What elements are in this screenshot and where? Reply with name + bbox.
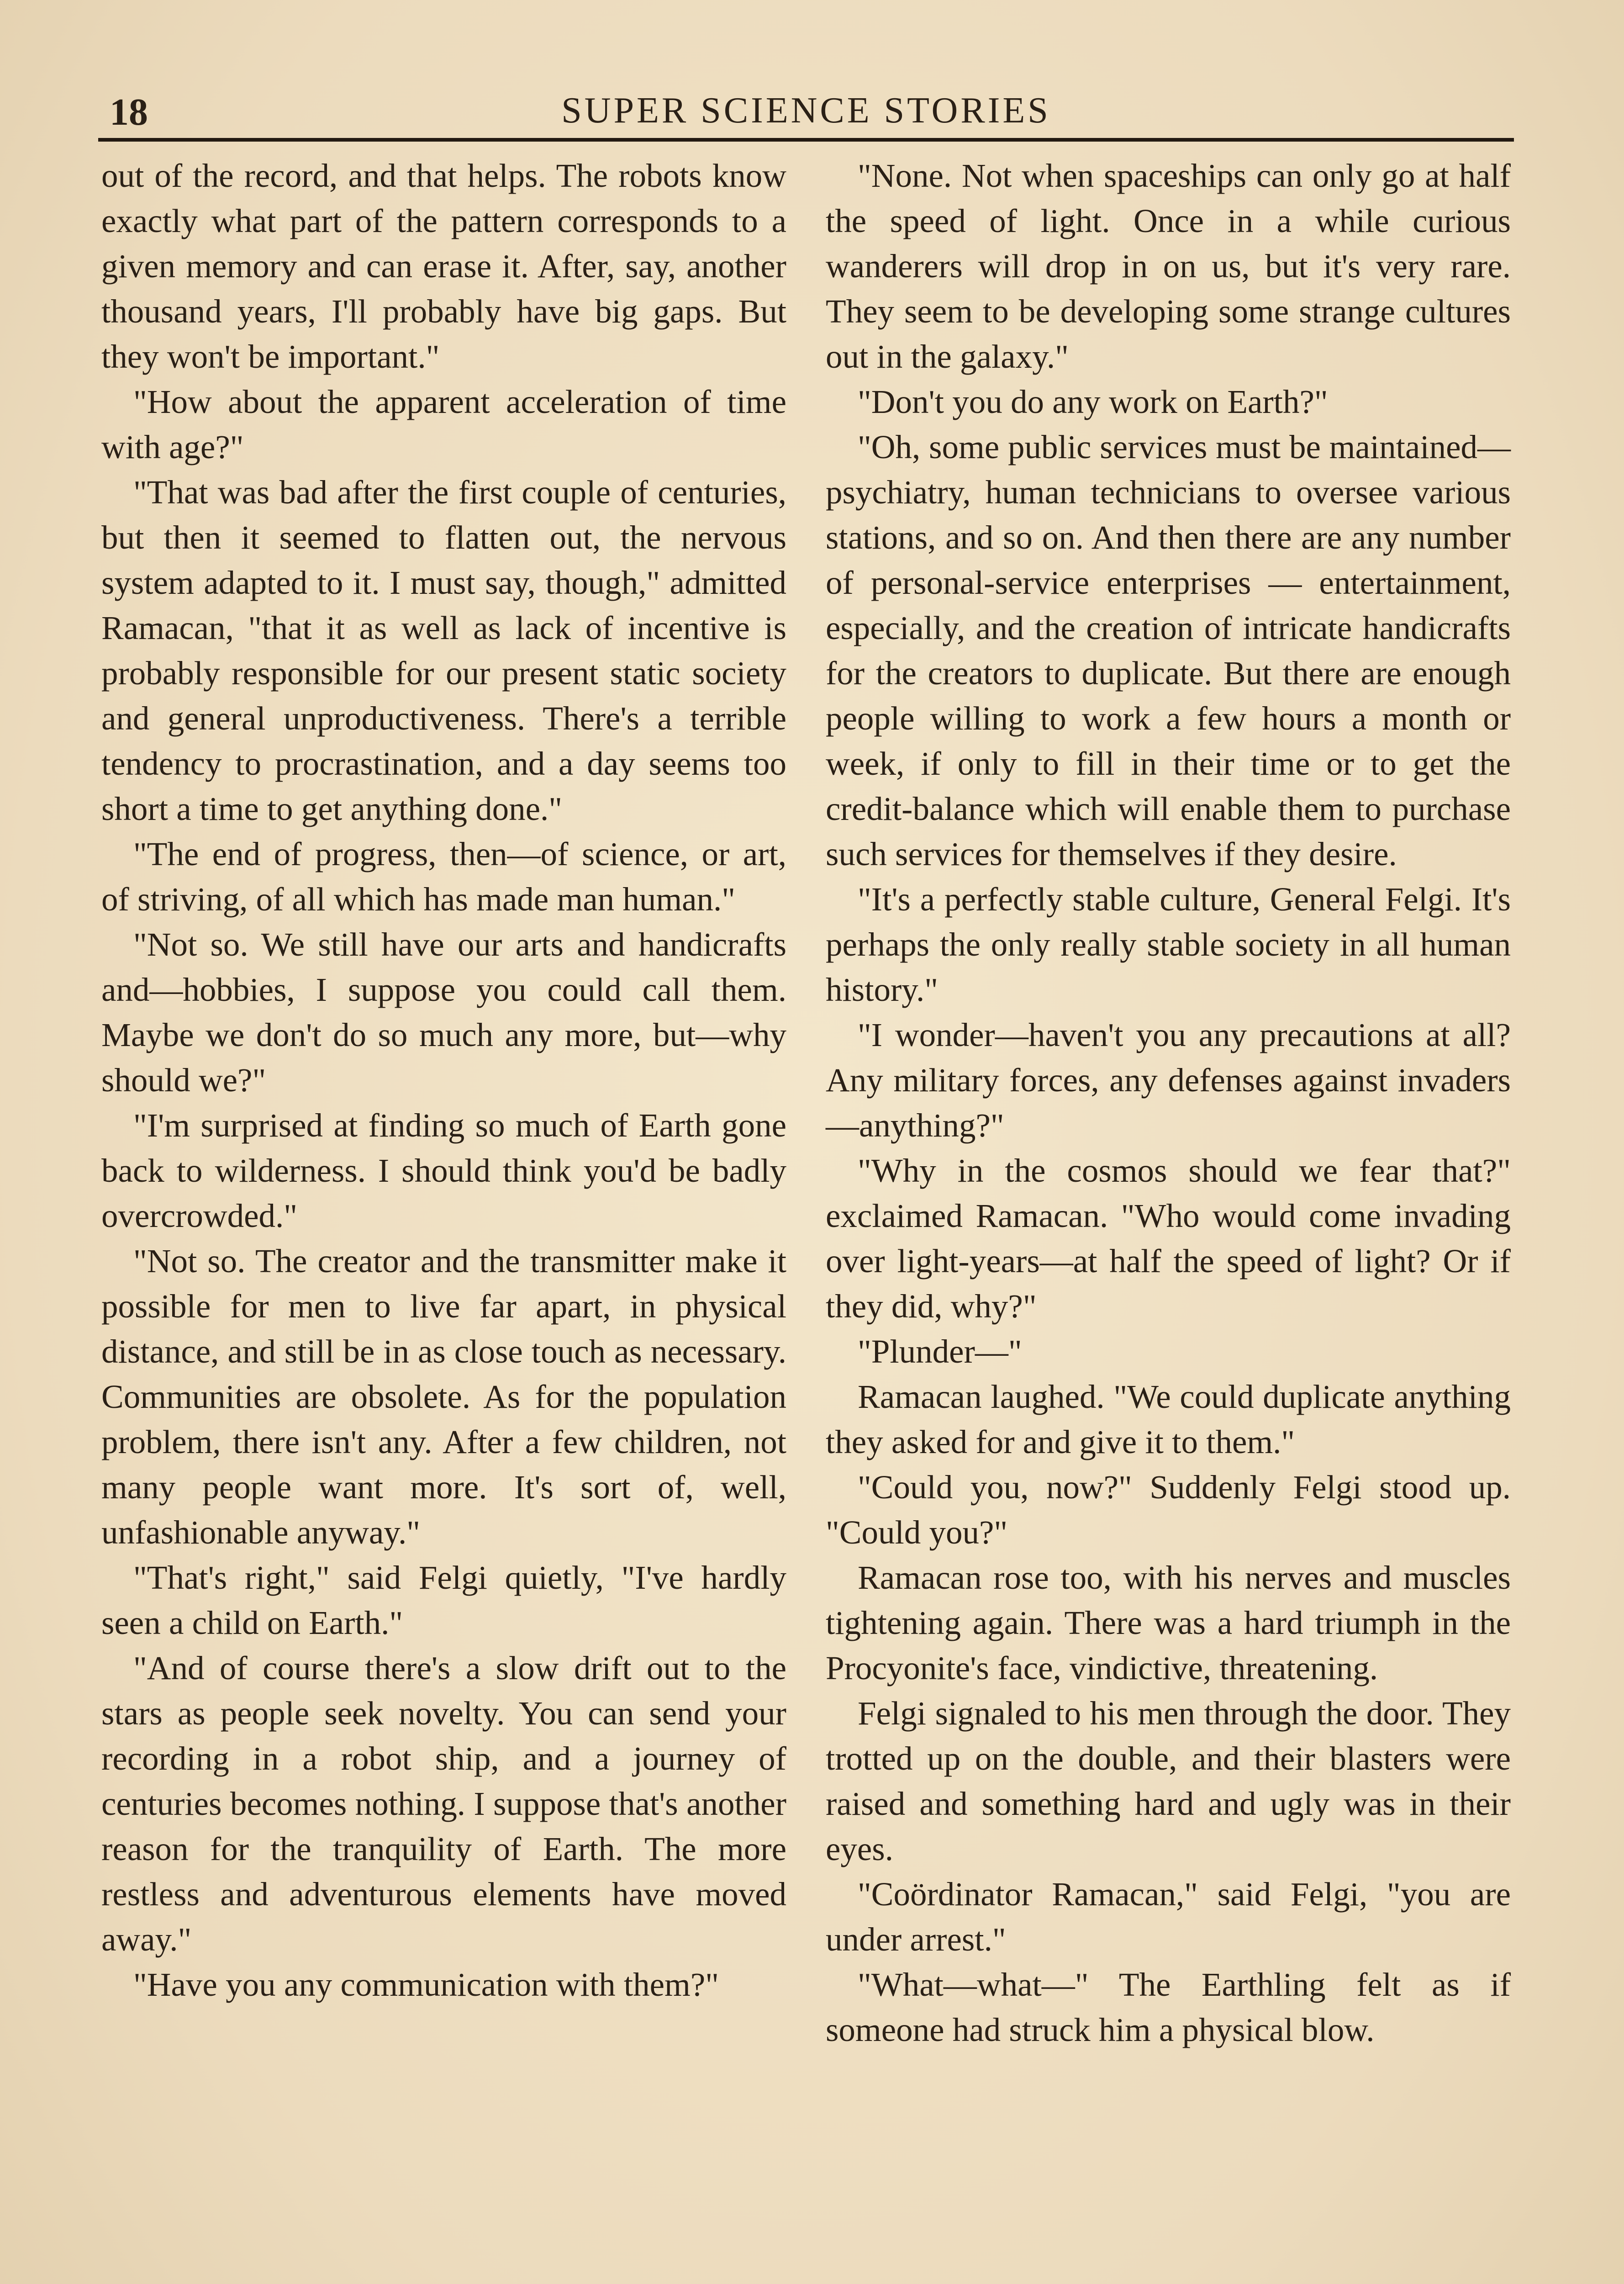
paragraph: "I wonder—haven't you any precautions at all? Any military forces, any defenses against invaders—anything?": [826, 1016, 1511, 1144]
header-rule: [98, 138, 1514, 142]
paragraph: "Could you, now?" Suddenly Felgi stood up. "Could you?": [826, 1469, 1511, 1551]
paragraph: "What—what—" The Earthling felt as if someone had struck him a physical blow.: [826, 1966, 1511, 2048]
paragraph: "And of course there's a slow drift out to the stars as people seek novelty. You can send your recording in a robot ship, and a journey of centuries becomes nothing. I suppose that's another reason for the tranquility of Earth. The more restless and adventurous elements have moved away.": [101, 1650, 786, 1958]
paragraph: "That was bad after the first couple of centuries, but then it seemed to flatten out, the nervous system adapted to it. I must say, though," admitted Ramacan, "that it as well as lack of incentive is probably responsible for our present static society and general unproductiveness. There's a terrible tendency to procrastination, and a day seems too short a time to get anything done.": [101, 474, 786, 827]
paragraph: "Not so. The creator and the transmitter make it possible for men to live far apart, in physical distance, and still be in as close touch as necessary. Communities are obsolete. As for the population problem, there isn't any. After a few children, not many people want more. It's sort of, well, unfashionable anyway.": [101, 1242, 786, 1551]
paragraph: "None. Not when spaceships can only go at half the speed of light. Once in a while curious wanderers will drop in on us, but it's very rare. They seem to be developing some strange cultures out in the galaxy.": [826, 157, 1511, 375]
paragraph: Ramacan laughed. "We could duplicate anything they asked for and give it to them.": [826, 1378, 1511, 1460]
paragraph: "Coördinator Ramacan," said Felgi, "you are under arrest.": [826, 1876, 1511, 1958]
page-header: [98, 85, 1514, 135]
paragraph: "How about the apparent acceleration of time with age?": [101, 383, 786, 465]
paragraph: "Plunder—": [858, 1333, 1022, 1370]
paragraph: "Why in the cosmos should we fear that?" exclaimed Ramacan. "Who would come invading over light-years—at half the speed of light? Or if they did, why?": [826, 1152, 1511, 1325]
paragraph: "Have you any communication with them?": [133, 1966, 719, 2003]
paragraph: Ramacan rose too, with his nerves and muscles tightening again. There was a hard triumph in the Procyonite's face, vindictive, threatening.: [826, 1559, 1511, 1687]
paragraph: Felgi signaled to his men through the door. They trotted up on the double, and their blasters were raised and something hard and ugly was in their eyes.: [826, 1695, 1511, 1867]
left-column: [101, 153, 786, 2007]
paragraph: "The end of progress, then—of science, or art, of striving, of all which has made man human.": [101, 835, 786, 918]
paragraph: "I'm surprised at finding so much of Earth gone back to wilderness. I should think you'd be badly overcrowded.": [101, 1107, 786, 1234]
paragraph: "It's a perfectly stable culture, General Felgi. It's perhaps the only really stable society in all human history.": [826, 881, 1511, 1008]
right-column: [826, 153, 1511, 2052]
running-head: SUPER SCIENCE STORIES: [561, 90, 1051, 131]
page-number: 18: [110, 91, 148, 133]
paragraph: out of the record, and that helps. The robots know exactly what part of the pattern corresponds to a given memory and can erase it. After, say, another thousand years, I'll probably have big gaps. But they won't be important.": [101, 157, 786, 375]
paragraph: "That's right," said Felgi quietly, "I've hardly seen a child on Earth.": [101, 1559, 786, 1641]
paragraph: "Oh, some public services must be maintained—psychiatry, human technicians to oversee various stations, and so on. And then there are any number of personal-service enterprises — entertainment, especially, and the creation of intricate handicrafts for the creators to duplicate. But there are enough people willing to work a few hours a month or week, if only to fill in their time or to get the credit-balance which will enable them to purchase such services for themselves if they desire.: [826, 428, 1511, 872]
paragraph: "Not so. We still have our arts and handicrafts and—hobbies, I suppose you could call them. Maybe we don't do so much any more, but—why should we?": [101, 926, 786, 1099]
paragraph: "Don't you do any work on Earth?": [858, 383, 1328, 420]
